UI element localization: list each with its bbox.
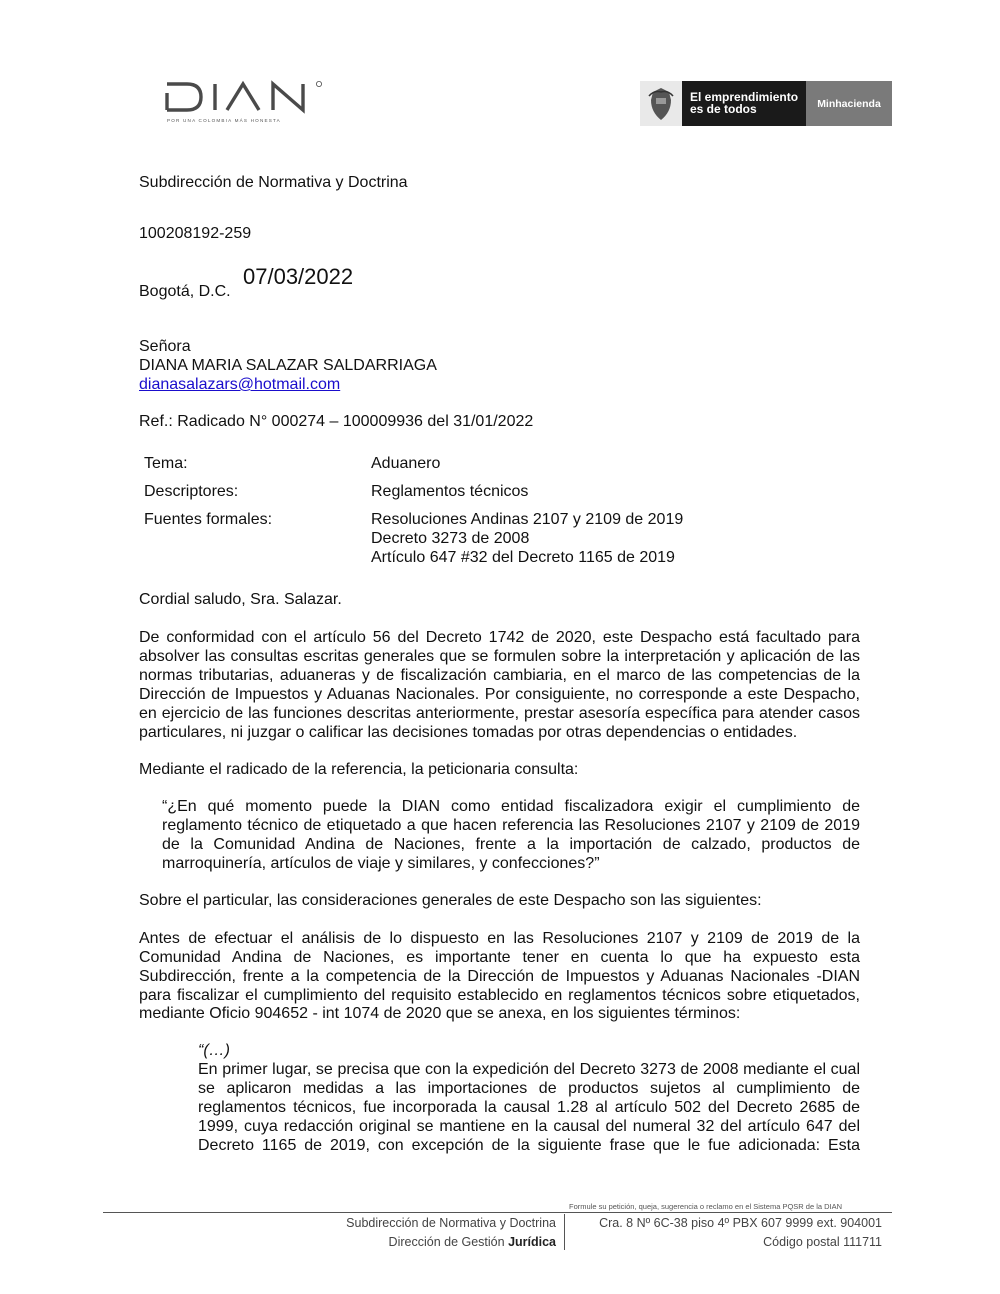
paragraph-2: Mediante el radicado de la referencia, la peticionaria consulta: [139,761,579,778]
colombia-crest-icon [640,81,682,126]
slogan-line-1: El emprendimiento [690,90,799,104]
office-name: Subdirección de Normativa y Doctrina [139,174,408,191]
footer-direction-bold: Jurídica [508,1235,556,1249]
quote-line: “¿En qué momento puede la DIAN como entidad fiscalizadora exigir el cumplimiento de [162,798,860,815]
citation-line: Decreto 1165 de 2019, con excepción de la siguiente frase que le fue adicionada: Esta [198,1137,860,1154]
citation-line: 1999, cuya redacción original se mantiene en la causal del numeral 32 del artículo 647 del [198,1118,860,1135]
paragraph-1-line: en ejercicio de las funciones descritas anteriormente, prestar asesoría específica para atender casos [139,705,860,722]
citation-line: se aplicaron medidas a las importaciones de productos sujetos al cumplimiento de [198,1080,860,1097]
recipient-email-link[interactable]: dianasalazars@hotmail.com [139,376,341,393]
footer-direction [389,1233,556,1251]
footer-vertical-divider [564,1214,565,1250]
dian-tagline: POR UNA COLOMBIA MÁS HONESTA [167,118,281,123]
paragraph-4-line: Subdirección, frente a la competencia de la Dirección de Impuestos y Aduanas Nacionales -DIAN [139,968,860,985]
paragraph-4-line: mediante Oficio 904652 - int 1074 de 2020 que se anexa, en los siguientes términos: [139,1005,741,1022]
quote-line: marroquinería, artículos de viaje y similares, y confecciones?” [162,855,600,872]
slogan-block [682,81,806,126]
fuentes-value-1: Resoluciones Andinas 2107 y 2109 de 2019 [371,511,684,528]
paragraph-1-line: particulares, ni juzgar o calificar las decisiones tomadas por otras dependencias o entidades. [139,724,798,741]
pqsr-notice: Formule su petición, queja, sugerencia o reclamo en el Sistema PQSR de la DIAN [569,1202,843,1211]
fuentes-value-3: Artículo 647 #32 del Decreto 1165 de 2019 [371,549,675,566]
paragraph-1-line: De conformidad con el artículo 56 del Decreto 1742 de 2020, este Despacho está facultado para [139,629,860,646]
salutation-title: Señora [139,338,191,355]
paragraph-1-line: normas tributarias, aduaneras y de fiscalización cambiaria, en el marco de las competencias de la [139,667,860,684]
footer-divider-line [103,1212,892,1213]
quote-line: de la Comunidad Andina de Naciones, frente a la importación de calzado, productos de [162,836,860,853]
city: Bogotá, D.C. [139,283,231,300]
citation-ellipsis: “(…) [198,1042,230,1059]
quote-line: reglamento técnico de etiquetado a que hacen referencia las Resoluciones 2107 y 2109 de 2019 [162,817,860,834]
paragraph-4-line: para fiscalizar el cumplimiento del requisito establecido en reglamentos técnicos sobre etiquetados, [139,987,860,1004]
fuentes-label: Fuentes formales: [144,511,273,528]
paragraph-4-line: Antes de efectuar el análisis de lo dispuesto en las Resoluciones 2107 y 2109 de 2019 de la [139,930,860,947]
footer-postal-code: Código postal 111711 [763,1235,882,1249]
paragraph-1-line: Dirección de Impuestos y Aduanas Nacionales. Por consiguiente, no corresponde a este Despacho, [139,686,860,703]
footer-office: Subdirección de Normativa y Doctrina [346,1216,556,1230]
paragraph-3: Sobre el particular, las consideraciones generales de este Despacho son las siguientes: [139,892,762,909]
citation-line: En primer lugar, se precisa que con la expedición del Decreto 3273 de 2008 mediante el cual [198,1061,860,1078]
recipient-email [139,375,340,394]
letter-date: 07/03/2022 [243,264,354,289]
descriptores-label: Descriptores: [144,483,239,500]
footer-direction-prefix: Dirección de Gestión [388,1235,509,1249]
dian-logo [165,80,325,130]
recipient-name: DIANA MARIA SALAZAR SALDARRIAGA [139,357,437,374]
fuentes-value-2: Decreto 3273 de 2008 [371,530,530,547]
reference: Ref.: Radicado N° 000274 – 100009936 del 31/01/2022 [139,413,534,430]
tema-value: Aduanero [371,455,441,472]
descriptores-value: Reglamentos técnicos [371,483,529,500]
paragraph-1-line: absolver las consultas escritas generales que se formulen sobre la interpretación y aplicación de las [139,648,860,665]
file-number: 100208192-259 [139,225,252,242]
slogan-line-2: es de todos [690,102,757,116]
footer-address: Cra. 8 Nº 6C-38 piso 4º PBX 607 9999 ext. 904001 [599,1216,882,1230]
dian-wordmark-icon [165,80,323,114]
citation-line: reglamentos técnicos, fue incorporada la causal 1.28 al artículo 502 del Decreto 2685 de [198,1099,860,1116]
minhacienda-brand: Minhacienda [806,81,892,126]
tema-label: Tema: [144,455,188,472]
paragraph-4-line: Comunidad Andina de Naciones, es importante tener en cuenta lo que ha expuesto esta [139,949,860,966]
greeting: Cordial saludo, Sra. Salazar. [139,591,342,608]
minhacienda-logo [640,81,892,126]
